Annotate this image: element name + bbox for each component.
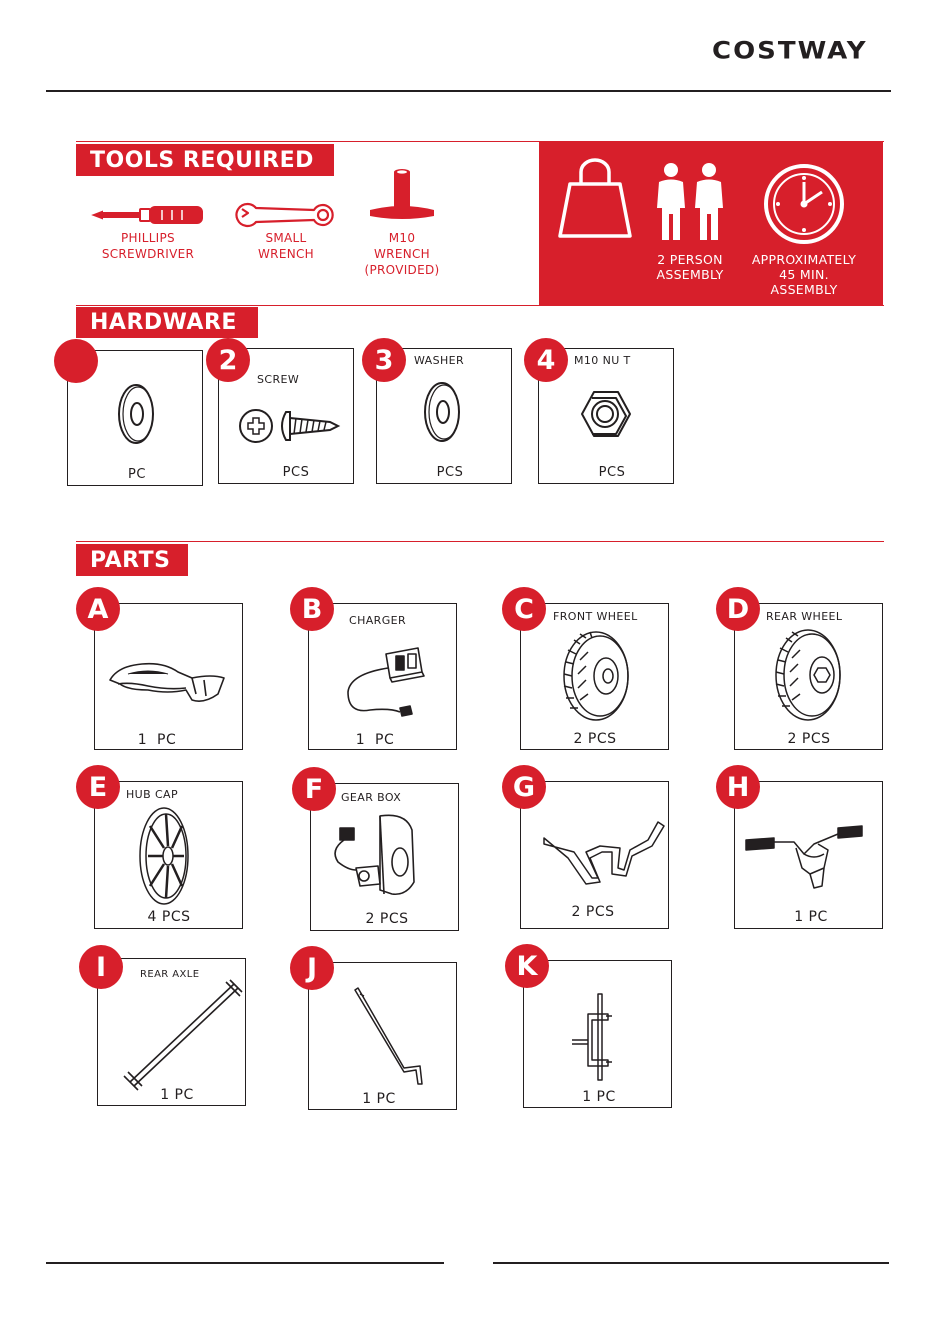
part-name-i: REAR AXLE	[140, 969, 200, 980]
part-badge-j: J	[290, 946, 334, 990]
part-badge-e: E	[76, 765, 120, 809]
part-name-c: FRONT WHEEL	[553, 610, 638, 623]
hardware-qty-2: PCS	[282, 465, 310, 480]
hardware-name-4: M10 NU T	[574, 354, 631, 367]
part-name-d: REAR WHEEL	[766, 610, 843, 623]
tools-heading: TOOLS REQUIRED	[76, 144, 334, 176]
hardware-name-2: SCREW	[257, 373, 300, 386]
handlebar-icon	[744, 824, 864, 890]
part-qty-i: 1 PC	[160, 1087, 194, 1103]
two-person-icon	[654, 162, 728, 242]
hardware-qty-3: PCS	[436, 465, 464, 480]
part-qty-a: 1 PC	[137, 732, 177, 748]
weight-icon	[556, 160, 634, 240]
hardware-section-rule	[76, 305, 884, 306]
part-badge-a: A	[76, 587, 120, 631]
seat-icon	[108, 660, 226, 706]
part-badge-k: K	[505, 944, 549, 988]
part-qty-f: 2 PCS	[365, 911, 409, 927]
part-name-b: CHARGER	[349, 614, 407, 627]
part-qty-c: 2 PCS	[573, 731, 617, 747]
steering-rod-icon	[354, 984, 426, 1088]
rear-wheel-icon	[772, 628, 848, 722]
hardware-badge-1	[54, 339, 98, 383]
part-badge-f: F	[292, 767, 336, 811]
charger-icon	[340, 644, 426, 722]
front-wheel-icon	[560, 630, 634, 722]
footer-rule-right	[493, 1262, 889, 1264]
part-badge-b: B	[290, 587, 334, 631]
part-badge-c: C	[502, 587, 546, 631]
washer-icon	[422, 380, 462, 444]
part-qty-d: 2 PCS	[787, 731, 831, 747]
part-qty-b: 1 PC	[355, 732, 395, 748]
tool-label-small-wrench: SMALL WRENCH	[258, 231, 314, 261]
part-badge-d: D	[716, 587, 760, 631]
parts-section-rule	[76, 541, 884, 542]
part-badge-h: H	[716, 765, 760, 809]
part-name-f: GEAR BOX	[341, 791, 402, 804]
frame-bar-icon	[540, 818, 664, 884]
part-badge-i: I	[79, 945, 123, 989]
part-qty-j: 1 PC	[362, 1091, 396, 1107]
hub-cap-icon	[138, 806, 192, 906]
two-person-label: 2 PERSON ASSEMBLY	[656, 252, 724, 282]
assembly-time-label: APPROXIMATELY 45 MIN. ASSEMBLY	[751, 252, 857, 297]
part-qty-k: 1 PC	[582, 1089, 616, 1105]
rear-axle-icon	[122, 976, 242, 1092]
washer-icon	[116, 382, 156, 446]
hardware-badge-2: 2	[206, 338, 250, 382]
hardware-badge-3: 3	[362, 338, 406, 382]
hardware-qty-1: PC	[128, 467, 146, 482]
hardware-badge-4: 4	[524, 338, 568, 382]
part-badge-g: G	[502, 765, 546, 809]
tool-label-phillips: PHILLIPS SCREWDRIVER	[101, 231, 195, 261]
part-qty-e: 4 PCS	[147, 909, 191, 925]
tool-label-m10-wrench: M10 WRENCH (PROVIDED)	[364, 231, 440, 277]
hardware-heading: HARDWARE	[76, 307, 258, 338]
hardware-name-3: WASHER	[414, 354, 465, 367]
parts-heading: PARTS	[76, 544, 188, 576]
footer-rule-left	[46, 1262, 444, 1264]
small-wrench-icon	[234, 200, 336, 230]
hardware-qty-4: PCS	[598, 465, 626, 480]
part-qty-g: 2 PCS	[571, 904, 615, 920]
m10-wrench-icon	[364, 166, 440, 226]
brand-logo: COSTWAY	[712, 37, 868, 65]
bracket-icon	[568, 990, 614, 1088]
screw-icon	[238, 406, 342, 446]
clock-icon	[762, 162, 846, 246]
hex-nut-icon	[578, 388, 632, 442]
gear-box-icon	[326, 810, 426, 902]
header-rule	[46, 90, 891, 92]
part-name-e: HUB CAP	[126, 788, 179, 801]
phillips-screwdriver-icon	[92, 204, 204, 226]
part-qty-h: 1 PC	[794, 909, 828, 925]
